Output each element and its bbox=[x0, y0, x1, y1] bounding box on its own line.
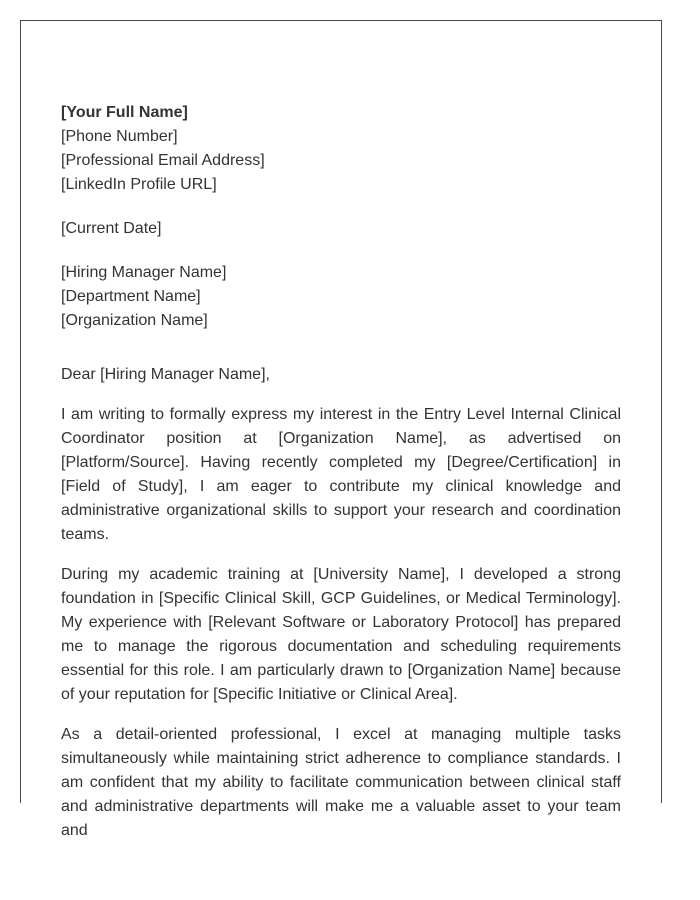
body-paragraph-1: I am writing to formally express my interest in the Entry Level Internal Clinical Coordinator position at [Organization Name], as advertised on [Platform/Source]. Having recently completed my [Degree/Certification] in [Field of Study], I am eager to contribute my clinical knowledge and administrative organizational skills to support your research and coordination teams. bbox=[61, 406, 621, 543]
sender-block bbox=[61, 101, 621, 197]
sender-phone: [Phone Number] bbox=[61, 128, 178, 145]
recipient-block bbox=[61, 261, 621, 333]
date-block bbox=[61, 217, 621, 241]
recipient-department: [Department Name] bbox=[61, 288, 201, 305]
sender-email: [Professional Email Address] bbox=[61, 152, 265, 169]
sender-name: [Your Full Name] bbox=[61, 104, 188, 121]
recipient-organization: [Organization Name] bbox=[61, 312, 208, 329]
body-paragraph-2: During my academic training at [University Name], I developed a strong foundation in [Specific Clinical Skill, GCP Guidelines, or Medical Terminology]. My experience with [Relevant Software or Laboratory Protocol] has prepared me to manage the rigorous documentation and scheduling requirements essential for this role. I am particularly drawn to [Organization Name] because of your reputation for [Specific Initiative or Clinical Area]. bbox=[61, 566, 621, 703]
body-paragraph-3: As a detail-oriented professional, I excel at managing multiple tasks simultaneously while maintaining strict adherence to compliance standards. I am confident that my ability to facilitate communication between clinical staff and administrative departments will make me a valuable asset to your team and bbox=[61, 726, 621, 839]
letter-body bbox=[61, 101, 621, 843]
sender-linkedin: [LinkedIn Profile URL] bbox=[61, 176, 217, 193]
current-date: [Current Date] bbox=[61, 220, 162, 237]
recipient-manager: [Hiring Manager Name] bbox=[61, 264, 227, 281]
salutation-text: Dear [Hiring Manager Name], bbox=[61, 366, 270, 383]
salutation bbox=[61, 363, 621, 387]
letter-page bbox=[20, 20, 662, 839]
